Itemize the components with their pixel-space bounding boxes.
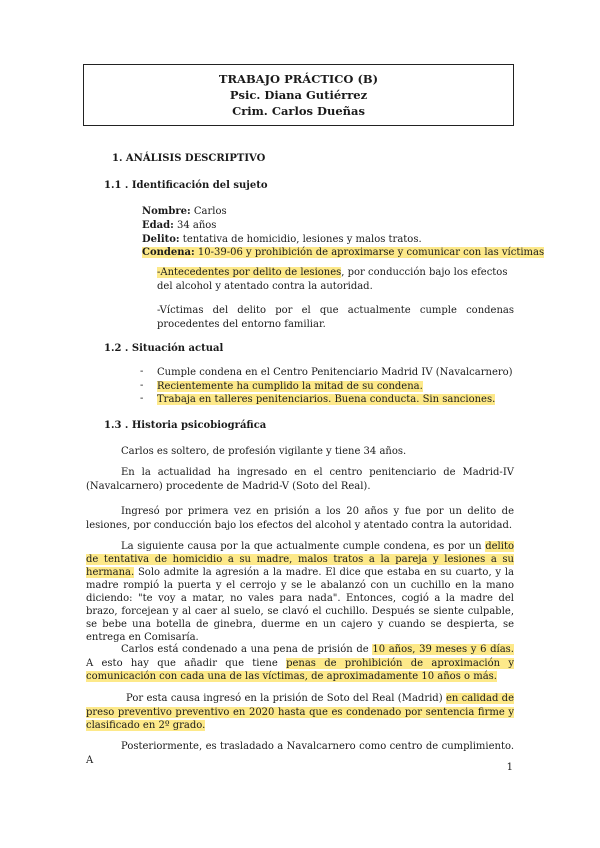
delito-value: tentativa de homicidio, lesiones y malos tratos. xyxy=(179,234,422,245)
page-number: 1 xyxy=(506,762,513,773)
author-psychologist: Psic. Diana Gutiérrez xyxy=(229,88,368,102)
historia-paragraph-3: Ingresó por primera vez en prisión a los 20 años y fue por un delito de lesiones, por conducción bajo los efectos del alcohol y atentado contra la autoridad. xyxy=(86,506,514,531)
victimas-paragraph: -Víctimas del delito por el que actualmente cumple condenas procedentes del entorno familiar. xyxy=(157,305,514,330)
title-box xyxy=(83,64,514,126)
section-heading-1: 1. ANÁLISIS DESCRIPTIVO xyxy=(112,153,266,164)
field-edad xyxy=(142,219,216,233)
section-heading-1-2: 1.2 . Situación actual xyxy=(104,343,224,354)
condena-label: Condena: xyxy=(142,247,195,258)
historia-paragraph-6: Por esta causa ingresó en la prisión de Soto del Real (Madrid) en calidad de preso preventivo preventivo en 2020 hasta que es condenado por sentencia firme y clasificado en 2º grado. xyxy=(86,693,514,731)
historia-paragraph-1: Carlos es soltero, de profesión vigilante y tiene 34 años. xyxy=(121,446,407,457)
author-criminologist: Crim. Carlos Dueñas xyxy=(232,104,365,118)
situacion-item: Cumple condena en el Centro Penitenciario Madrid IV (Navalcarnero) xyxy=(157,367,513,378)
historia-paragraph-4: La siguiente causa por la que actualmente cumple condena, es por un delito de tentativa de homicidio a su madre, malos tratos a la pareja y lesiones a su hermana. Solo admite la agresión a la madre. El dice que estaba en su cuarto, y la madre rompió la puerta y el cerrojo y se le abalanzó con un cuchillo en la mano diciendo: "te voy a matar, no vales para nada". Entonces, cogió a la madre del brazo, forcejean y al caer al suelo, se clavó el cuchillo. Después se siente culpable, se bebe una botella de ginebra, duerme en un cajero y cuando se despierta, se entrega en Comisaría. xyxy=(86,541,514,643)
edad-value: 34 años xyxy=(173,220,217,231)
antecedentes-paragraph xyxy=(157,266,514,293)
field-condena xyxy=(142,246,544,260)
pena-highlight: 10 años, 39 meses y 6 días. xyxy=(372,644,514,655)
edad-label: Edad: xyxy=(142,220,174,231)
causa-highlight: delito de tentativa de homicidio a su madre, malos tratos a la pareja y lesiones a su hermana. xyxy=(86,541,514,578)
field-delito xyxy=(142,233,422,247)
prohibicion-highlight: penas de prohibición de aproximación y comunicación con cada una de las víctimas, de aproximadamente 10 años o más. xyxy=(86,657,514,682)
antecedentes-text: , por conducción bajo los efectos del alcohol y atentado contra la autoridad. xyxy=(157,267,508,292)
antecedentes-highlight: -Antecedentes por delito de lesiones xyxy=(157,267,342,278)
preventivo-highlight: en calidad de preso preventivo preventivo en 2020 hasta que es condenado por sentencia firme y clasificado en 2º grado. xyxy=(86,693,514,731)
section-heading-1-3: 1.3 . Historia psicobiográfica xyxy=(104,420,267,431)
bullet-dash: - xyxy=(140,393,144,404)
historia-paragraph-2: En la actualidad ha ingresado en el centro penitenciario de Madrid-IV (Navalcarnero) procedente de Madrid-V (Soto del Real). xyxy=(86,467,514,492)
bullet-dash: - xyxy=(140,366,144,377)
historia-paragraph-7: Posteriormente, es trasladado a Navalcarnero como centro de cumplimiento. A xyxy=(86,741,514,766)
delito-label: Delito: xyxy=(142,234,180,245)
field-nombre xyxy=(142,205,227,219)
bullet-dash: - xyxy=(140,380,144,391)
nombre-value: Carlos xyxy=(190,206,227,217)
nombre-label: Nombre: xyxy=(142,206,191,217)
document-title: TRABAJO PRÁCTICO (B) xyxy=(218,72,379,86)
condena-value: 10-39-06 y prohibición de aproximarse y comunicar con las víctimas xyxy=(194,247,545,258)
situacion-item: Trabaja en talleres penitenciarios. Buena conducta. Sin sanciones. xyxy=(157,394,496,405)
section-heading-1-1: 1.1 . Identificación del sujeto xyxy=(104,180,268,191)
situacion-item: Recientemente ha cumplido la mitad de su condena. xyxy=(157,381,423,392)
historia-paragraph-5: Carlos está condenado a una pena de prisión de 10 años, 39 meses y 6 días. A esto hay que añadir que tiene penas de prohibición de aproximación y comunicación con cada una de las víctimas, de aproximadamente 10 años o más. xyxy=(86,644,514,682)
